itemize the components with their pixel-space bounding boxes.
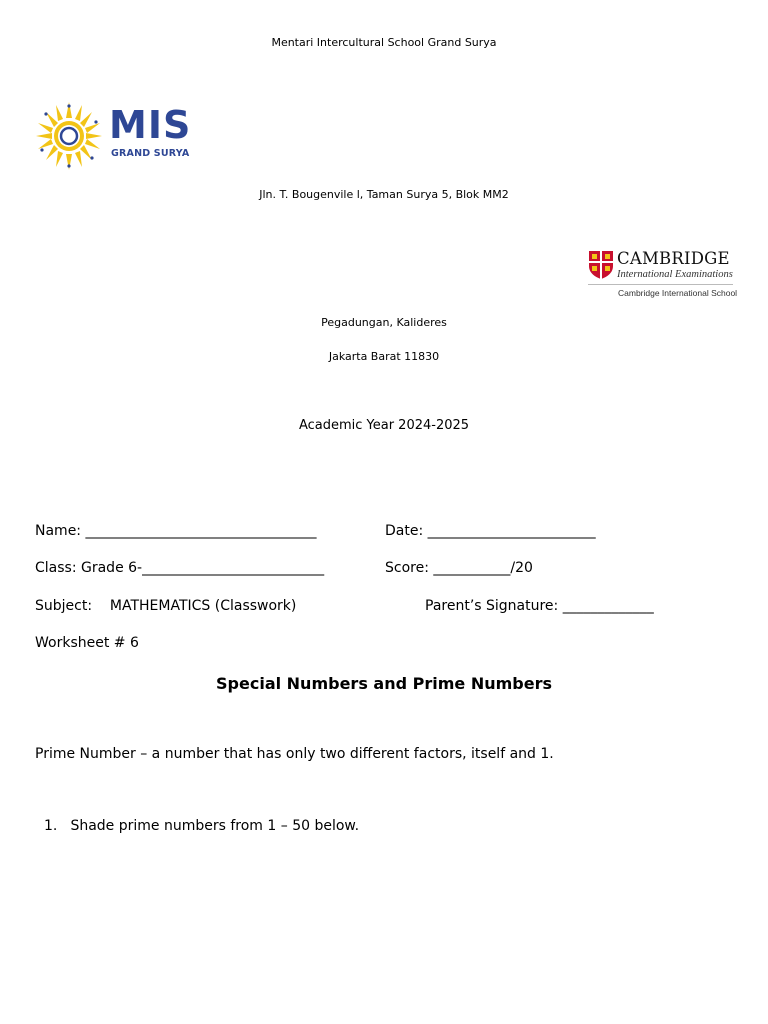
question-item (44, 818, 359, 834)
subject-label: Subject: (35, 598, 93, 614)
subject-value: MATHEMATICS (Classwork) (109, 598, 297, 614)
address-line-3: Jakarta Barat 11830 (328, 350, 440, 363)
sun-emblem-icon (34, 100, 104, 172)
worksheet-title: Special Numbers and Prime Numbers (216, 674, 552, 693)
subject-row (35, 598, 296, 614)
mis-grand-surya-logo (34, 100, 204, 172)
address-line-1: Jln. T. Bougenvile l, Taman Surya 5, Blok MM2 (259, 188, 509, 201)
class-field[interactable]: Class: Grade 6-__________________________ (35, 560, 325, 576)
mis-logo-subtitle: GRAND SURYA (111, 148, 190, 159)
cambridge-school-label: Cambridge International School (618, 288, 738, 298)
academic-year: Academic Year 2024-2025 (298, 418, 470, 433)
cambridge-shield-icon (588, 250, 614, 280)
cambridge-logo (588, 250, 738, 300)
date-field[interactable]: Date: ________________________ (385, 523, 596, 539)
score-field[interactable]: Score: ___________/20 (385, 560, 533, 576)
address-line-2: Pegadungan, Kalideres (321, 316, 447, 329)
school-name-header: Mentari Intercultural School Grand Surya (271, 36, 497, 49)
prime-number-definition: Prime Number – a number that has only two different factors, itself and 1. (35, 746, 554, 762)
cambridge-logo-divider (588, 284, 733, 285)
cambridge-logo-subtitle: International Examinations (617, 269, 733, 280)
mis-logo-letters: MIS (109, 103, 192, 147)
worksheet-number: Worksheet # 6 (35, 635, 139, 651)
name-field[interactable]: Name: _________________________________ (35, 523, 317, 539)
parent-signature-field[interactable]: Parent’s Signature: _____________ (425, 598, 654, 614)
question-number: 1. (44, 818, 58, 834)
question-text: Shade prime numbers from 1 – 50 below. (70, 818, 360, 834)
cambridge-logo-title: CAMBRIDGE (617, 249, 730, 268)
